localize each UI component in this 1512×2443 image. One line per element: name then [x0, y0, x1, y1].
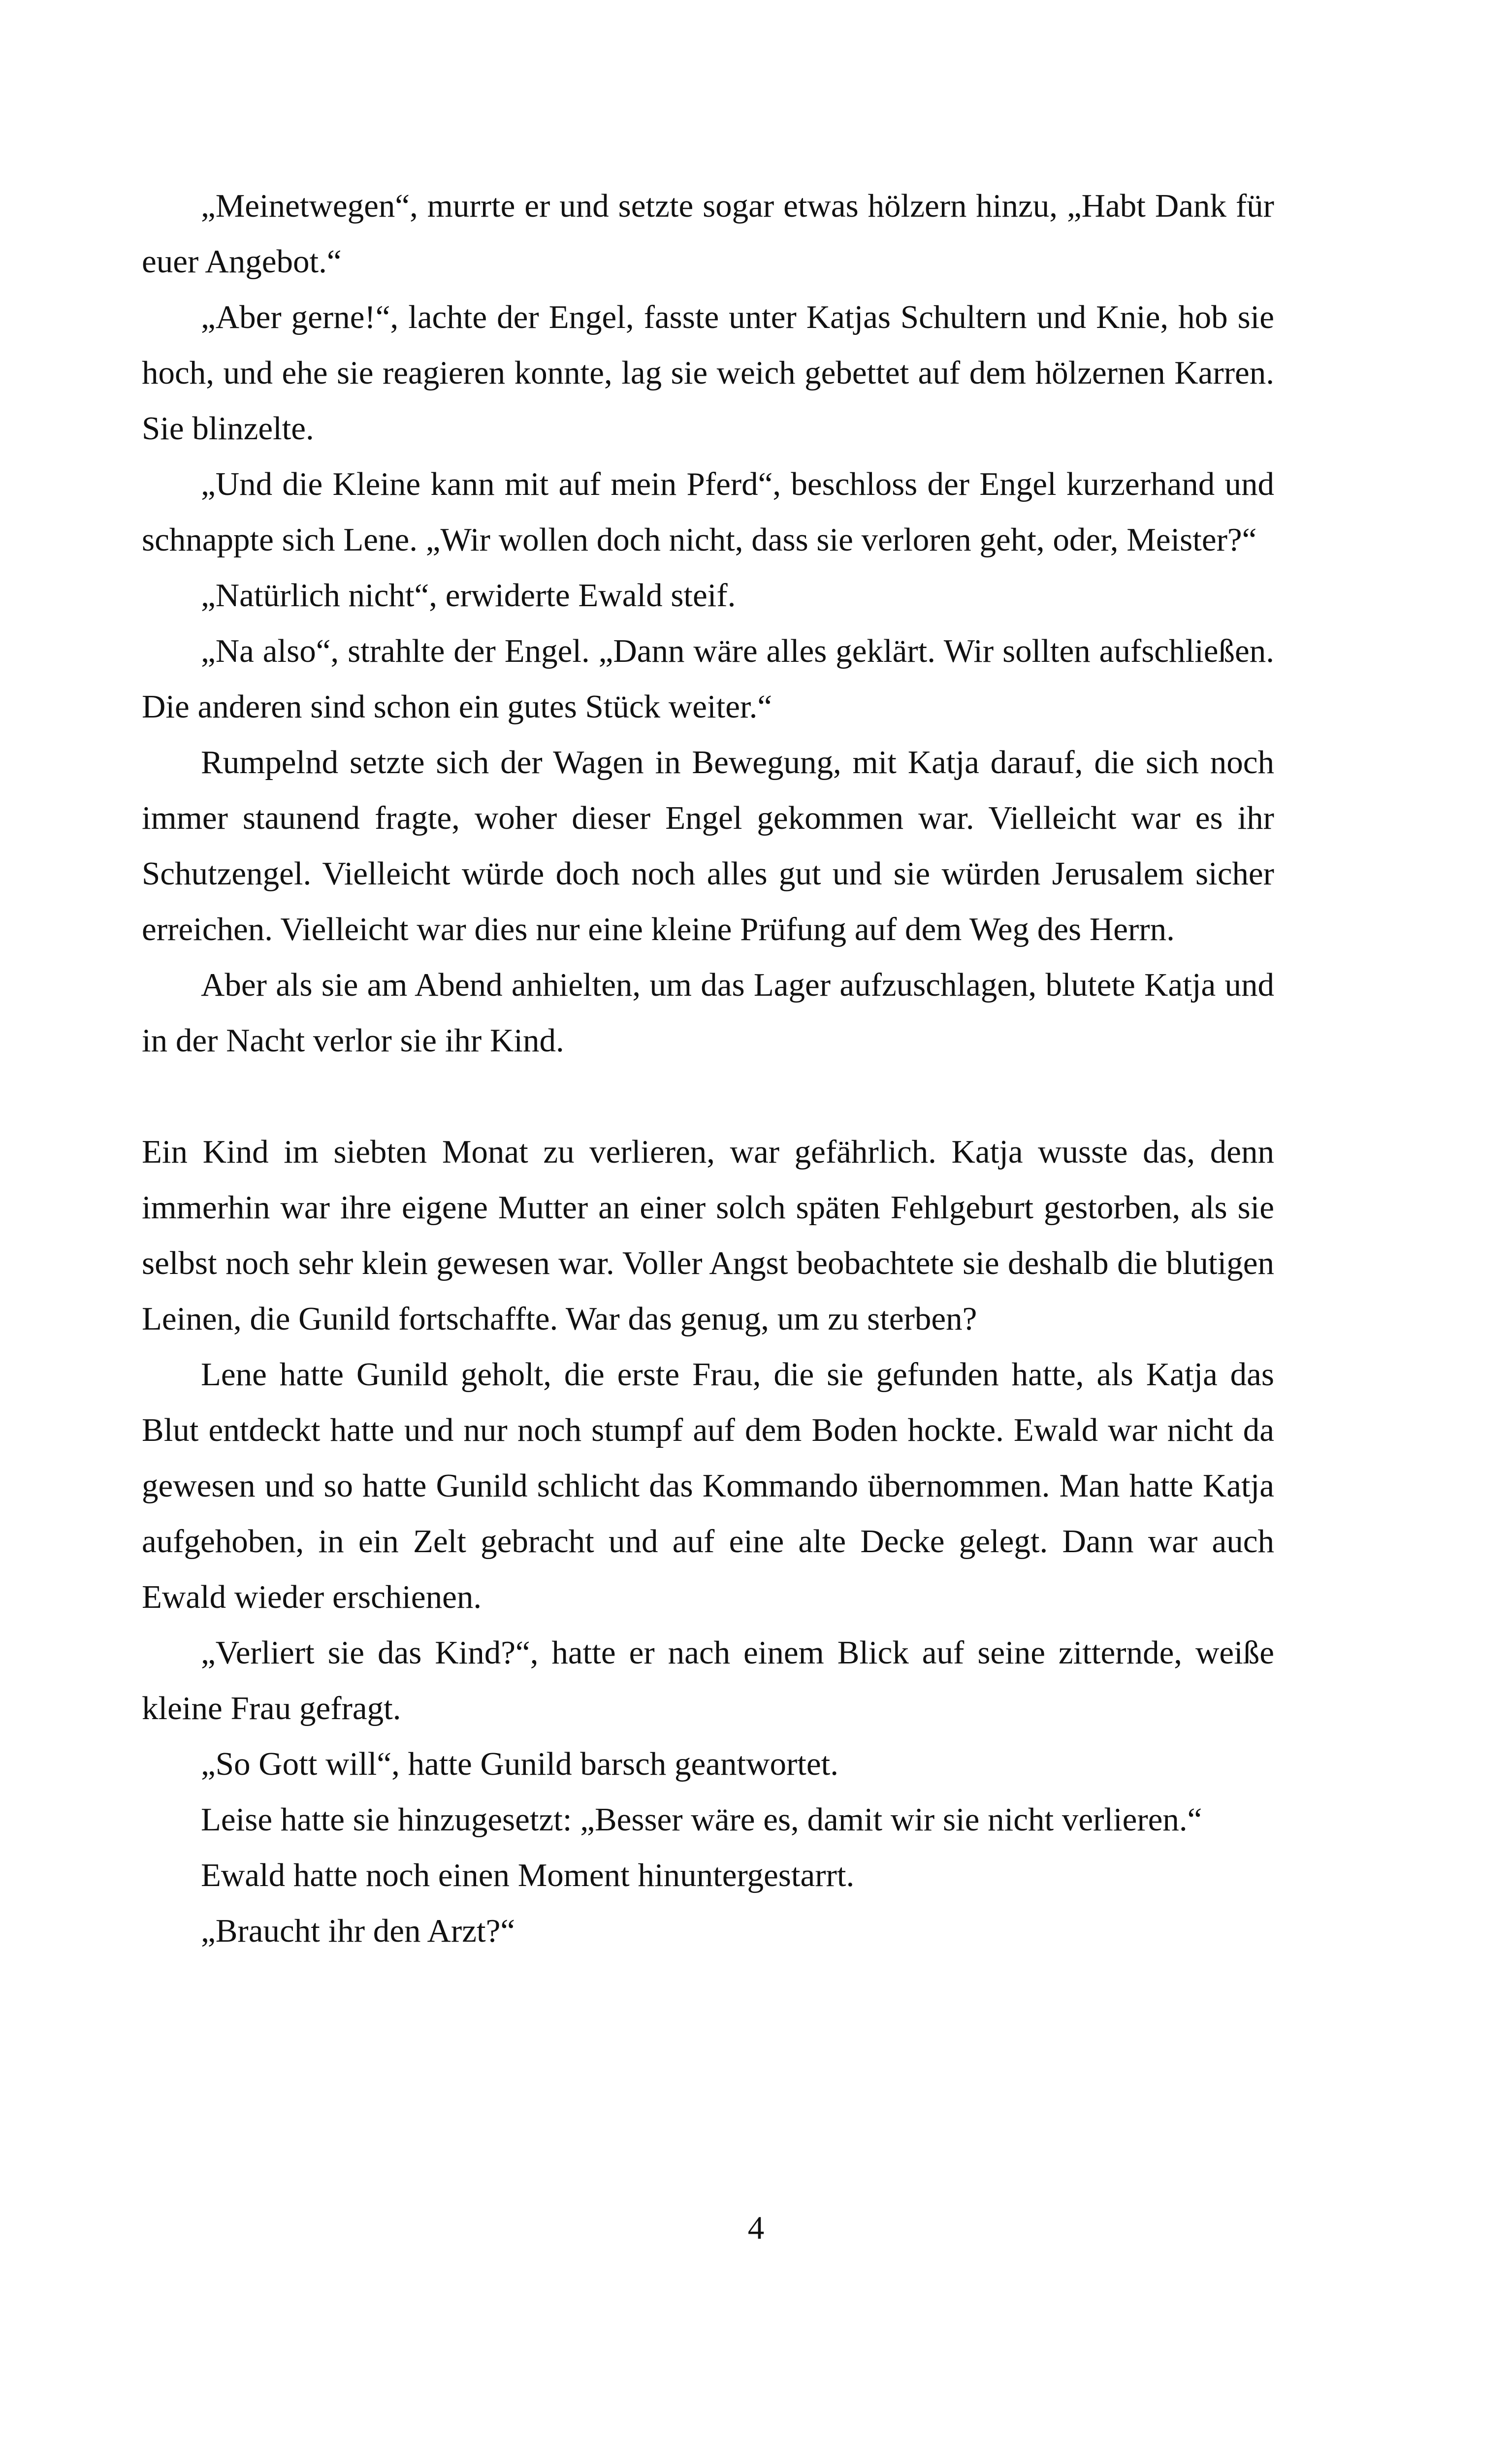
- body-text: [142, 178, 1274, 1959]
- paragraph: Lene hatte Gunild geholt, die erste Frau, die sie gefunden hatte, als Katja das Blut entdeckt hatte und nur noch stumpf auf dem Boden hockte. Ewald war nicht da gewesen und so hatte Gunild schlicht das Kommando übernommen. Man hatte Katja aufgehoben, in ein Zelt gebracht und auf eine alte Decke gelegt. Dann war auch Ewald wieder erschienen.: [142, 1356, 1274, 1615]
- paragraph: „Und die Kleine kann mit auf mein Pferd“, beschloss der Engel kurzerhand und schnappte sich Lene. „Wir wollen doch nicht, dass sie verloren geht, oder, Meister?“: [142, 466, 1274, 558]
- paragraph: Leise hatte sie hinzugesetzt: „Besser wäre es, damit wir sie nicht verlieren.“: [201, 1801, 1202, 1838]
- paragraph: „Natürlich nicht“, erwiderte Ewald steif.: [201, 577, 736, 614]
- paragraph: „Na also“, strahlte der Engel. „Dann wäre alles geklärt. Wir sollten aufschließen. Die anderen sind schon ein gutes Stück weiter.“: [142, 633, 1274, 725]
- section-start-paragraph: Ein Kind im siebten Monat zu verlieren, war gefährlich. Katja wusste das, denn immerhin war ihre eigene Mutter an einer solch späten Fehlgeburt gestorben, als sie selbst noch sehr klein gewesen war. Voller Angst beobachtete sie deshalb die blutigen Leinen, die Gunild fortschaffte. War das genug, um zu sterben?: [142, 1134, 1274, 1337]
- paragraph: „Aber gerne!“, lachte der Engel, fasste unter Katjas Schultern und Knie, hob sie hoch, und ehe sie reagieren konnte, lag sie weich gebettet auf dem hölzernen Karren. Sie blinzelte.: [142, 299, 1274, 447]
- paragraph: „Braucht ihr den Arzt?“: [201, 1913, 515, 1949]
- paragraph: „So Gott will“, hatte Gunild barsch geantwortet.: [201, 1746, 839, 1782]
- paragraph: „Verliert sie das Kind?“, hatte er nach einem Blick auf seine zitternde, weiße kleine Frau gefragt.: [142, 1634, 1274, 1726]
- paragraph: Aber als sie am Abend anhielten, um das Lager aufzuschlagen, blutete Katja und in der Nacht verlor sie ihr Kind.: [142, 967, 1274, 1059]
- page-number: 4: [747, 2210, 765, 2246]
- paragraph: Ewald hatte noch einen Moment hinuntergestarrt.: [201, 1857, 855, 1893]
- paragraph: Rumpelnd setzte sich der Wagen in Bewegung, mit Katja darauf, die sich noch immer staunend fragte, woher dieser Engel gekommen war. Vielleicht war es ihr Schutzengel. Vielleicht würde doch noch alles gut und sie würden Jerusalem sicher erreichen. Vielleicht war dies nur eine kleine Prüfung auf dem Weg des Herrn.: [142, 744, 1274, 947]
- paragraph: „Meinetwegen“, murrte er und setzte sogar etwas hölzern hinzu, „Habt Dank für euer Angebot.“: [142, 188, 1274, 280]
